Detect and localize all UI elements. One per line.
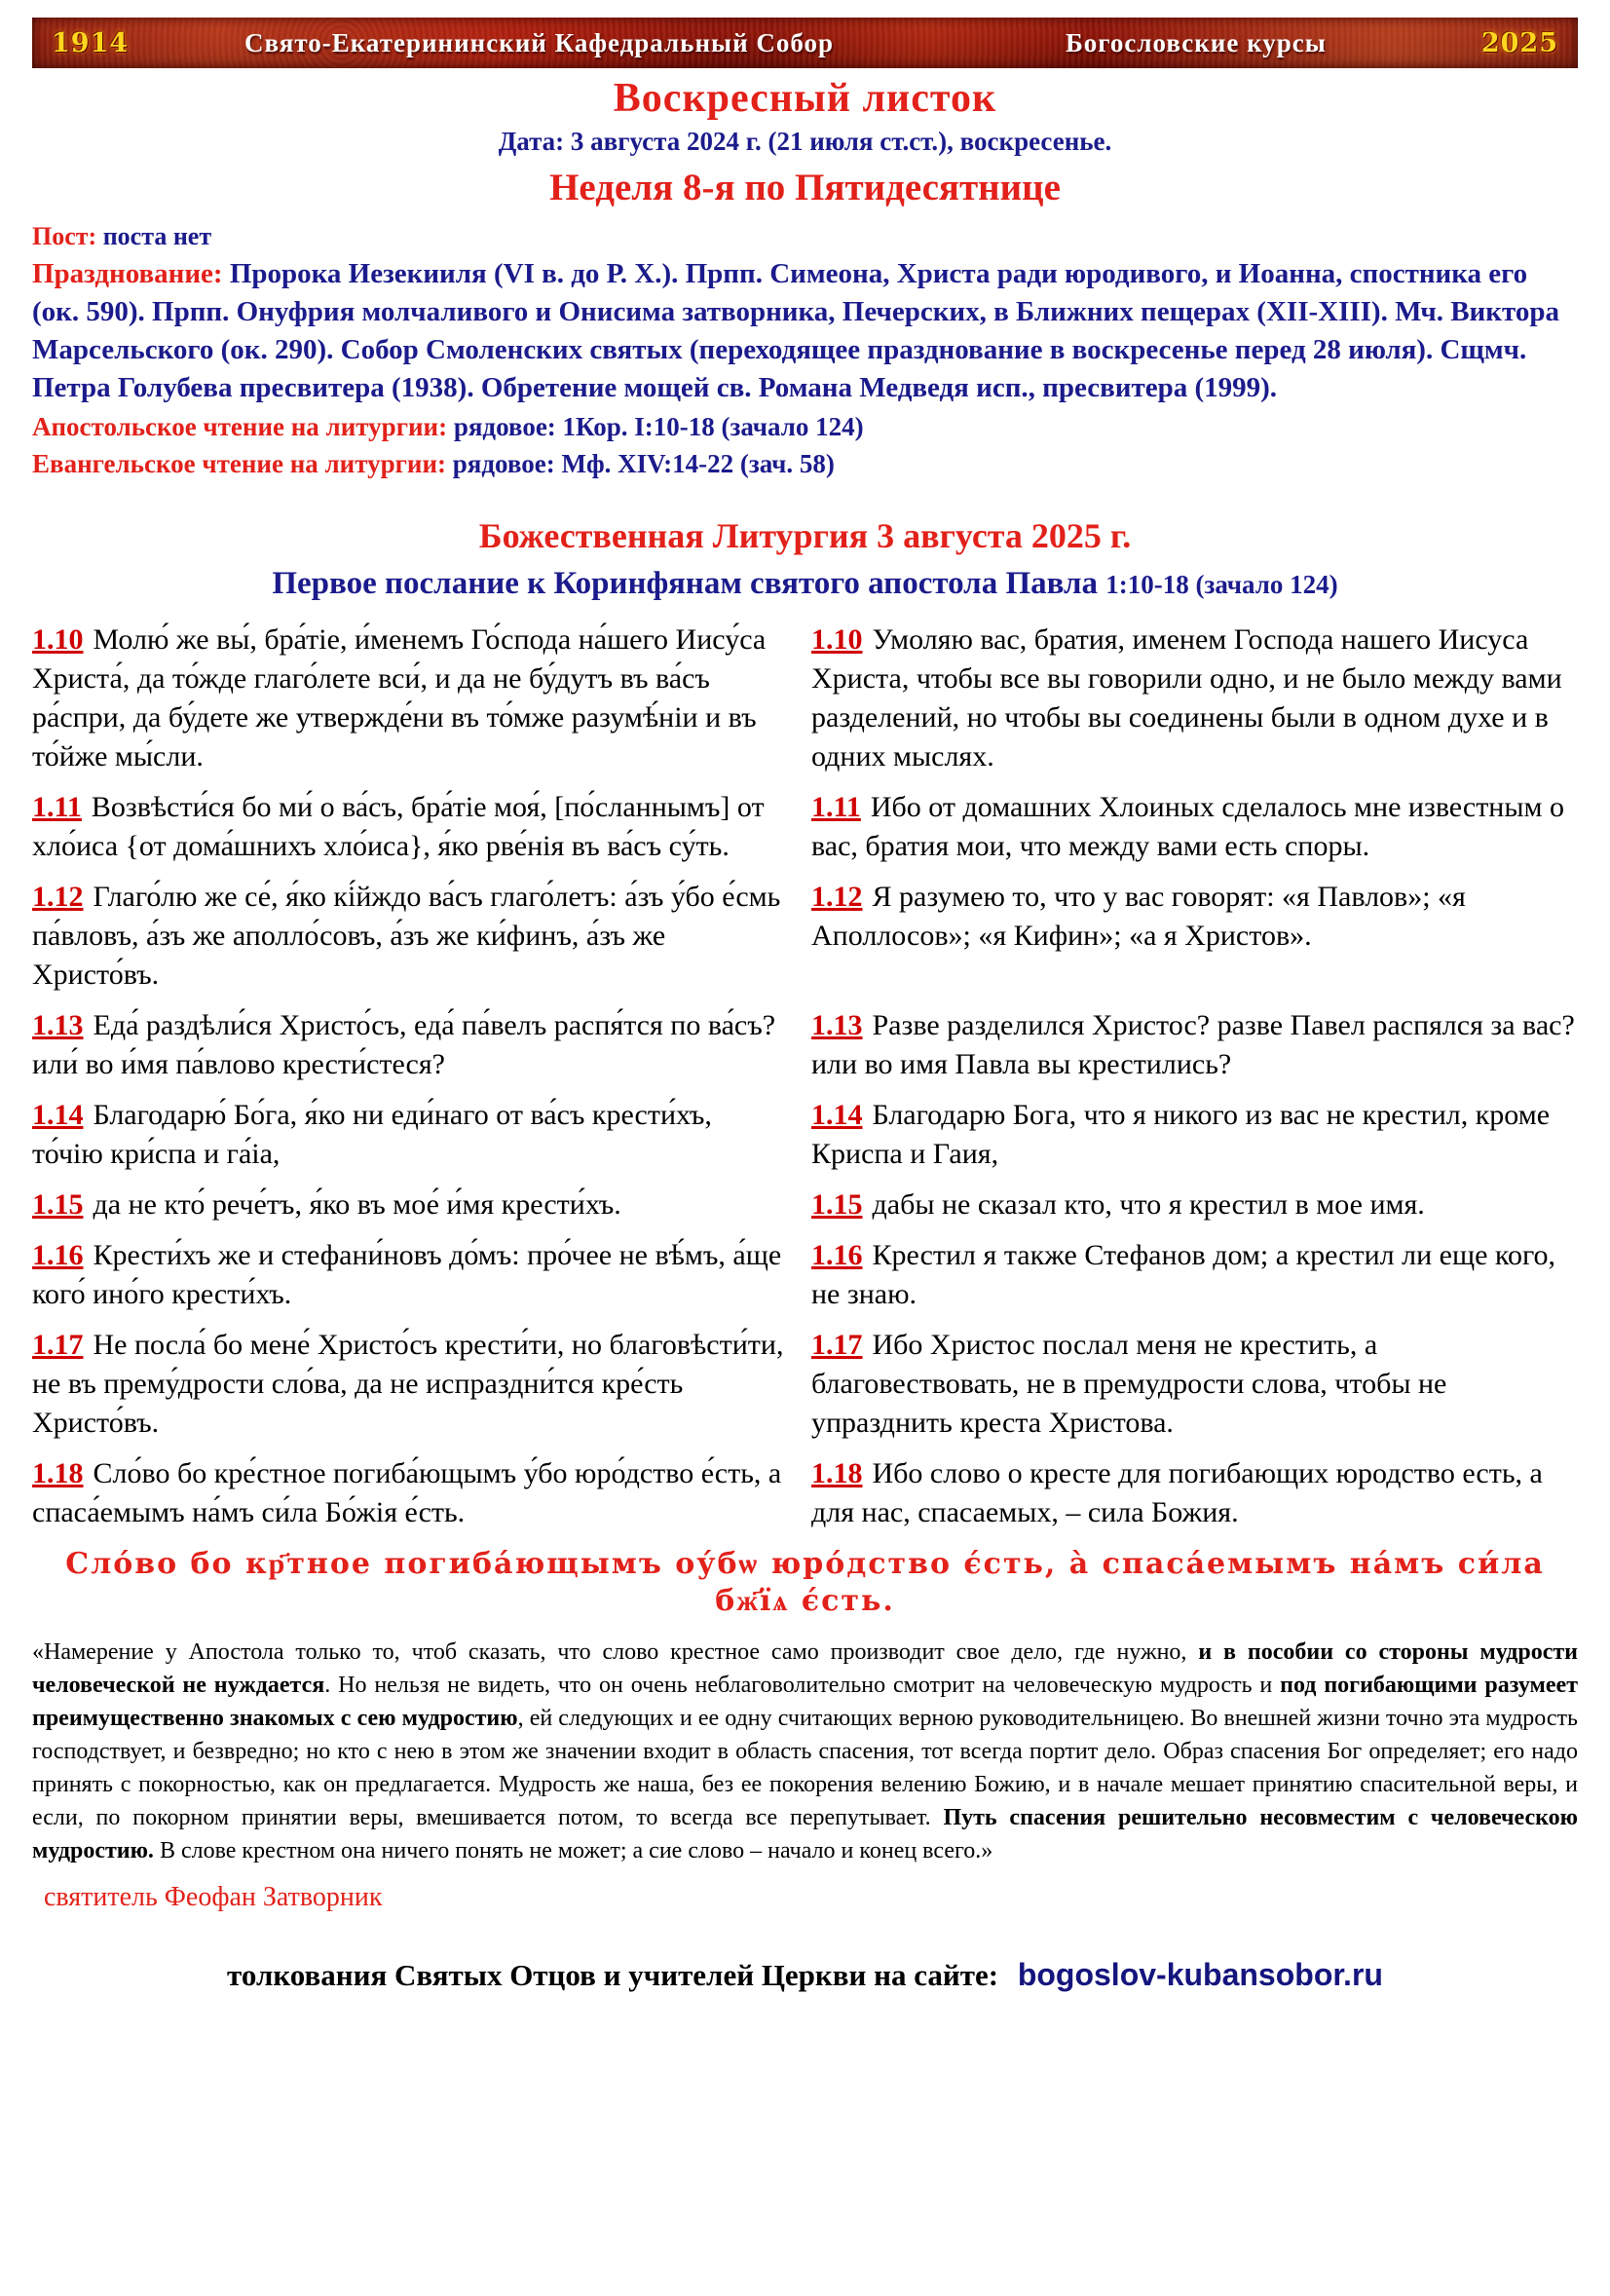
verse-text-cs: 1.16 Крести́хъ же и стефани́новъ до́мъ: про́чее не вѣ́мъ, а́ще кого́ ино́го крести́хъ.: [32, 1239, 782, 1310]
feast-label: Празднование:: [32, 258, 223, 289]
courses-title: Богословские курсы: [1065, 27, 1327, 57]
epistle-subtitle: [0, 563, 1610, 605]
fast-label: Пост:: [32, 222, 97, 250]
commentary-paragraph: [32, 1636, 1578, 1867]
verse-row: [32, 1236, 1578, 1314]
verse-row: [32, 1326, 1578, 1443]
verse-number: 1.16: [32, 1239, 84, 1271]
verse-number: 1.17: [32, 1329, 84, 1361]
verse-text-cs: 1.13 Еда́ раздѣли́ся Христо́съ, еда́ па́велъ распя́тся по ва́съ? или́ во и́мя па́влово крести́стеся?: [32, 1009, 776, 1080]
apostle-reading-line: [32, 409, 1578, 444]
verse-row: [32, 878, 1578, 995]
verse-row: [32, 1454, 1578, 1532]
verse-text-ru: 1.17 Ибо Христос послал меня не крестить, а благовествовать, не в премудрости слова, чтобы не упразднить креста Христова.: [811, 1329, 1447, 1439]
verse-text-ru: 1.13 Разве разделился Христос? разве Павел распялся за вас? или во имя Павла вы крестились?: [811, 1009, 1575, 1080]
verse-row: [32, 621, 1578, 776]
commentary-segment: , ей следующих и ее одну считающих верною руководительницею. Во внешней жизни точно эта мудрость господствует, и безвредно; но кто с нею в этом же значении входит в область спасения, тот всегда портит дело. Образ спасения Бог определяет; его надо принять с покорностью, как он предлагается. Мудрость же наша, без ее покорения велению Божию, и в начале мешает принятию спасительной веры, и если, по покорном принятии веры, вмешивается потом, то всегда все перепутывает.: [32, 1706, 1578, 1830]
verse-number: 1.13: [32, 1009, 84, 1041]
week-title: Неделя 8-я по Пятидесятнице: [549, 167, 1061, 208]
epistle-subtitle-text: Первое послание к Коринфянам святого апостола Павла: [272, 566, 1099, 601]
gospel-reading-line: [32, 446, 1578, 481]
verse-text-cs: 1.12 Глаго́лю же се́, я́ко кі́йждо ва́съ глаго́летъ: а́зъ у́бо е́смь па́вловъ, а́зъ же аполло́совъ, а́зъ же ки́финъ, а́зъ же Христо́въ.: [32, 881, 781, 991]
banner-year-left: 1914: [52, 27, 130, 58]
verse-text-cs: 1.18 Сло́во бо кре́стное погиба́ющымъ у́бо юро́дство е́сть, а спаса́емымъ на́мъ си́ла Бо́жія е́сть.: [32, 1457, 782, 1528]
verse-text-ru: 1.16 Крестил я также Стефанов дом; а крестил ли еще кого, не знаю.: [811, 1239, 1555, 1310]
verse-number: 1.14: [811, 1099, 863, 1131]
verse-text-cs: 1.17 Не посла́ бо мене́ Христо́съ крести́ти, но благовѣсти́ти, не въ прему́дрости сло́ва, да не испраздни́тся кре́сть Христо́въ.: [32, 1329, 784, 1439]
verse-text-cs: 1.15 да не кто́ рече́тъ, я́ко въ мое́ и́мя крести́хъ.: [32, 1188, 621, 1221]
verse-row: [32, 1096, 1578, 1174]
verse-number: 1.11: [811, 791, 861, 823]
verse-text-ru: 1.10 Умоляю вас, братия, именем Господа нашего Иисуса Христа, чтобы все вы говорили одно, и не было между вами разделений, но чтобы вы соединены были в одном духе и в одних мыслях.: [811, 623, 1562, 772]
verse-row: [32, 1006, 1578, 1084]
footer-text: толкования Святых Отцов и учителей Церкви на сайте:: [227, 1958, 999, 1992]
verse-number: 1.10: [811, 623, 863, 656]
verse-number: 1.12: [32, 881, 84, 913]
verse-row: [32, 788, 1578, 866]
date-line: Дата: 3 августа 2024 г. (21 июля ст.ст.), воскресенье.: [498, 127, 1112, 156]
verse-number: 1.16: [811, 1239, 863, 1271]
commentary-segment: . Но нельзя не видеть, что он очень неблаговолительно смотрит на человеческую мудрость и: [324, 1673, 1281, 1698]
verse-number: 1.14: [32, 1099, 84, 1131]
verse-number: 1.10: [32, 623, 84, 656]
footer-line: [32, 1955, 1578, 1995]
verse-number: 1.15: [811, 1188, 863, 1221]
sunday-leaflet-page: [0, 18, 1610, 2296]
liturgical-info: [32, 220, 1578, 481]
commentary-segment: под погибающими разумеет преимущественно знакомых с сею мудростию: [32, 1673, 1578, 1731]
commentary-segment: Путь спасения решительно несовместим с человеческою мудростию.: [32, 1805, 1578, 1863]
gospel-reading-label: Евангельское чтение на литургии:: [32, 449, 446, 478]
banner-year-right: 2025: [1480, 27, 1558, 58]
commentary-segment: «Намерение у Апостола только то, чтоб сказать, что слово крестное само производит свое дело, где нужно,: [32, 1639, 1199, 1665]
verse-row: [32, 1186, 1578, 1224]
verse-text-cs: 1.10 Молю́ же вы́, бра́тіе, и́менемъ Го́спода на́шего Иису́са Христа́, да то́жде глаго́лете вси́, и да не бу́дутъ въ ва́съ ра́спри, да бу́дете же утвержде́ни въ то́мже разумѣ́ніи и въ то́йже мы́сли.: [32, 623, 767, 772]
footer-site-link[interactable]: bogoslov-kubansobor.ru: [1017, 1957, 1383, 1992]
verse-number: 1.17: [811, 1329, 863, 1361]
liturgy-title: Божественная Литургия 3 августа 2025 г.: [478, 516, 1132, 555]
feast-text: Пророка Иезекииля (VI в. до Р. Х.). Прпп. Симеона, Христа ради юродивого, и Иоанна, спостника его (ок. 590). Прпп. Онуфрия молчаливого и Онисима затворника, Печерских, в Ближних пещерах (XII-XIII). Мч. Виктора Марсельского (ок. 290). Собор Смоленских святых (переходящее празднование в воскресенье перед 28 июля). Сщмч. Петра Голубева пресвитера (1938). Обретение мощей св. Романа Медведя исп., пресвитера (1999).: [32, 258, 1559, 403]
fast-line: [32, 220, 1578, 253]
verse-text-cs: 1.11 Возвѣсти́ся бо ми́ о ва́съ, бра́тіе моя́, [по́сланнымъ] от хло́иса {от дома́шнихъ хло́иса}, я́ко рве́нія въ ва́съ су́ть.: [32, 791, 765, 862]
apostle-reading-label: Апостольское чтение на литургии:: [32, 412, 448, 441]
leaflet-title: Воскресный листок: [613, 76, 997, 121]
commentary-segment: и в пособии со стороны мудрости человеческой не нуждается: [32, 1639, 1578, 1698]
verse-number: 1.18: [32, 1457, 84, 1489]
verse-number: 1.13: [811, 1009, 863, 1041]
verse-number: 1.12: [811, 881, 863, 913]
verse-text-cs: 1.14 Благодарю́ Бо́га, я́ко ни еди́наго от ва́съ крести́хъ, то́чію кри́спа и га́іа,: [32, 1099, 712, 1170]
verses-table: [32, 621, 1578, 1532]
banner: [32, 18, 1578, 68]
verse-number: 1.15: [32, 1188, 84, 1221]
cathedral-title: Свято-Екатерининский Кафедральный Собор: [244, 27, 835, 57]
fast-value: поста нет: [102, 222, 212, 250]
verse-text-ru: 1.15 дабы не сказал кто, что я крестил в мое имя.: [811, 1188, 1425, 1221]
apostle-reading-value: рядовое: 1Кор. I:10-18 (зачало 124): [453, 412, 864, 441]
gospel-reading-value: рядовое: Мф. XIV:14-22 (зач. 58): [452, 449, 835, 478]
verse-text-ru: 1.14 Благодарю Бога, что я никого из вас не крестил, кроме Криспа и Гаия,: [811, 1099, 1551, 1170]
feast-line: [32, 255, 1578, 407]
commentary-author: святитель Феофан Затворник: [44, 1882, 383, 1912]
slavonic-quote: Сло́во бо кр҃тное погиба́ющымъ оу́бѡ юро́дство є́сть, а̀ спаса́емымъ на́мъ си́ла бж҃їѧ є́сть.: [65, 1547, 1545, 1618]
epistle-subtitle-ref: 1:10-18 (зачало 124): [1105, 570, 1338, 599]
verse-text-ru: 1.18 Ибо слово о кресте для погибающих юродство есть, а для нас, спасаемых, – сила Божия.: [811, 1457, 1543, 1528]
verse-number: 1.11: [32, 791, 82, 823]
commentary-segment: В слове крестном она ничего понять не может; а сие слово – начало и конец всего.»: [153, 1838, 993, 1863]
verse-text-ru: 1.12 Я разумею то, что у вас говорят: «я Павлов»; «я Аполлосов»; «я Кифин»; «а я Христов».: [811, 881, 1466, 952]
verse-number: 1.18: [811, 1457, 863, 1489]
verse-text-ru: 1.11 Ибо от домашних Хлоиных сделалось мне известным о вас, братия мои, что между вами есть споры.: [811, 791, 1564, 862]
